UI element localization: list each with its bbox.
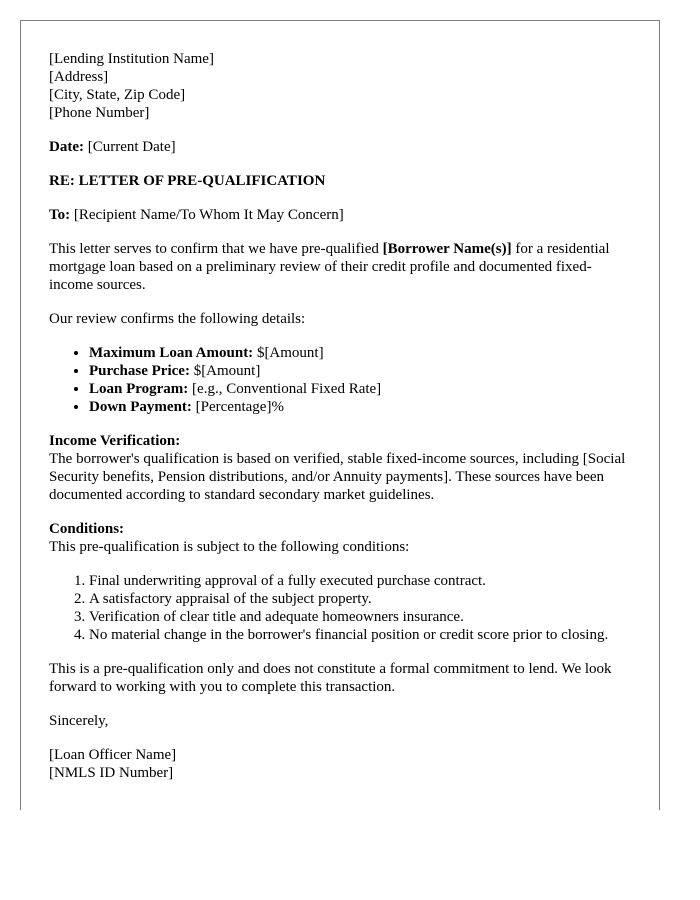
income-text: The borrower's qualification is based on verified, stable fixed-income sources, including [Social Security benefits, Pension distributions, and/or Annuity payments]. These sources have been documented according to standard secondary market guidelines.: [49, 451, 626, 503]
letter-page: [20, 20, 660, 810]
review-intro: Our review confirms the following details:: [49, 311, 306, 327]
sender-block: [49, 50, 629, 122]
letter-body: [49, 50, 629, 782]
condition-item: 1. Final underwriting approval of a fully executed purchase contract.: [89, 572, 629, 590]
recipient-label: To:: [49, 207, 71, 223]
detail-value: $[Amount]: [256, 345, 324, 361]
sender-name: [Lending Institution Name]: [49, 51, 214, 67]
detail-item: [89, 362, 629, 380]
detail-value: $[Amount]: [193, 363, 261, 379]
date-label: Date:: [49, 139, 84, 155]
condition-item: 4. No material change in the borrower's financial position or credit score prior to closing.: [89, 626, 629, 644]
conditions-list: [49, 572, 629, 644]
loan-officer-name: [Loan Officer Name]: [49, 747, 177, 763]
intro-paragraph: [49, 240, 629, 294]
income-heading: Income Verification:: [49, 433, 181, 449]
intro-after: for a residential mortgage loan based on a preliminary review of their credit profile and documented fixed-income sources.: [49, 241, 610, 293]
income-section: [49, 432, 629, 504]
details-list: [49, 344, 629, 416]
sender-address: [Address]: [49, 69, 109, 85]
condition-item: 2. A satisfactory appraisal of the subject property.: [89, 590, 629, 608]
signoff: Sincerely,: [49, 713, 109, 729]
date-value: [Current Date]: [87, 139, 176, 155]
detail-label: Maximum Loan Amount:: [89, 345, 254, 361]
recipient-value: [Recipient Name/To Whom It May Concern]: [73, 207, 344, 223]
subject-text: RE: LETTER OF PRE-QUALIFICATION: [49, 173, 326, 189]
condition-item: 3. Verification of clear title and adequate homeowners insurance.: [89, 608, 629, 626]
sender-city-state-zip: [City, State, Zip Code]: [49, 87, 186, 103]
closing-note: This is a pre-qualification only and does not constitute a formal commitment to lend. We look forward to working with you to complete this transaction.: [49, 661, 612, 695]
detail-value: [e.g., Conventional Fixed Rate]: [192, 381, 382, 397]
detail-label: Loan Program:: [89, 381, 189, 397]
recipient-line: [49, 206, 629, 224]
conditions-heading: Conditions:: [49, 521, 125, 537]
detail-label: Down Payment:: [89, 399, 192, 415]
sender-phone: [Phone Number]: [49, 105, 150, 121]
subject-line: [49, 172, 629, 190]
intro-before: This letter serves to confirm that we have pre-qualified: [49, 241, 383, 257]
signature-block: [49, 746, 629, 782]
conditions-section: [49, 520, 629, 556]
detail-value: [Percentage]%: [195, 399, 284, 415]
date-line: [49, 138, 629, 156]
conditions-intro: This pre-qualification is subject to the following conditions:: [49, 539, 410, 555]
detail-item: [89, 344, 629, 362]
detail-item: [89, 398, 629, 416]
detail-item: [89, 380, 629, 398]
borrower-name: [Borrower Name(s)]: [382, 241, 512, 257]
detail-label: Purchase Price:: [89, 363, 190, 379]
nmls-id: [NMLS ID Number]: [49, 765, 174, 781]
